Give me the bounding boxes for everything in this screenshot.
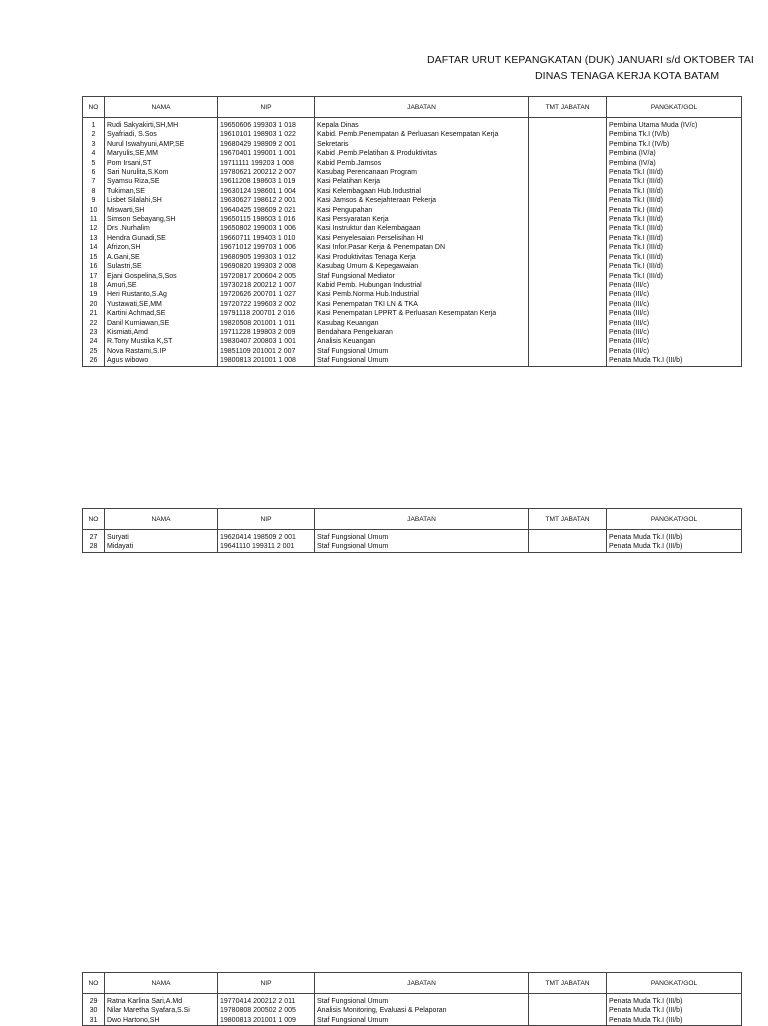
table-row	[83, 309, 742, 318]
cell-pangkat-gol: Penata (III/c)	[607, 281, 742, 290]
table-row	[83, 542, 742, 552]
cell-pangkat-gol: Penata Tk.I (III/d)	[607, 177, 742, 186]
cell-nama: Nilar Maretha Syafara,S.Si	[105, 1006, 218, 1015]
cell-tmt-jabatan	[529, 542, 607, 552]
cell-pangkat-gol: Pembina Utama Muda (IV/c)	[607, 118, 742, 131]
cell-no: 21	[83, 309, 105, 318]
cell-nama: Afrizon,SH	[105, 243, 218, 252]
cell-tmt-jabatan	[529, 177, 607, 186]
header-jabatan: JABATAN	[315, 509, 529, 530]
cell-pangkat-gol: Penata Muda Tk.I (III/b)	[607, 530, 742, 543]
cell-pangkat-gol: Penata Muda Tk.I (III/b)	[607, 542, 742, 552]
cell-pangkat-gol: Penata (III/c)	[607, 347, 742, 356]
cell-jabatan: Kasi Penempatan TKI LN & TKA	[315, 300, 529, 309]
cell-no: 2	[83, 130, 105, 139]
cell-no: 4	[83, 149, 105, 158]
cell-no: 13	[83, 234, 105, 243]
cell-tmt-jabatan	[529, 159, 607, 168]
cell-jabatan: Staf Fungsional Umum	[315, 1016, 529, 1026]
cell-pangkat-gol: Penata Tk.I (III/d)	[607, 262, 742, 271]
cell-pangkat-gol: Penata Tk.I (III/d)	[607, 206, 742, 215]
cell-tmt-jabatan	[529, 337, 607, 346]
cell-nip: 19780621 200212 2 007	[218, 168, 315, 177]
cell-nama: Syafriadi, S.Sos	[105, 130, 218, 139]
cell-nama: Drs .Nurhalim	[105, 224, 218, 233]
cell-pangkat-gol: Penata (III/c)	[607, 309, 742, 318]
cell-no: 8	[83, 187, 105, 196]
cell-jabatan: Bendahara Pengeluaran	[315, 328, 529, 337]
cell-no: 11	[83, 215, 105, 224]
cell-nama: Yustawati,SE,MM	[105, 300, 218, 309]
table-header-row	[83, 97, 742, 118]
cell-tmt-jabatan	[529, 140, 607, 149]
cell-tmt-jabatan	[529, 1016, 607, 1026]
table-row	[83, 337, 742, 346]
table-header-row	[83, 973, 742, 994]
cell-pangkat-gol: Pembina Tk.I (IV/b)	[607, 140, 742, 149]
cell-nip: 19620414 198509 2 001	[218, 530, 315, 543]
cell-pangkat-gol: Penata Tk.I (III/d)	[607, 215, 742, 224]
cell-no: 6	[83, 168, 105, 177]
cell-tmt-jabatan	[529, 272, 607, 281]
cell-nama: Simson Sebayang,SH	[105, 215, 218, 224]
cell-jabatan: Analisis Keuangan	[315, 337, 529, 346]
cell-pangkat-gol: Penata Tk.I (III/d)	[607, 234, 742, 243]
cell-nip: 19780808 200502 2 005	[218, 1006, 315, 1015]
cell-nip: 19711228 199803 2 009	[218, 328, 315, 337]
document-title: DAFTAR URUT KEPANGKATAN (DUK) JANUARI s/d OKTOBER TAI	[427, 54, 754, 66]
cell-tmt-jabatan	[529, 290, 607, 299]
cell-pangkat-gol: Penata Tk.I (III/d)	[607, 196, 742, 205]
cell-tmt-jabatan	[529, 234, 607, 243]
cell-nama: Sulastri,SE	[105, 262, 218, 271]
header-nip: NIP	[218, 97, 315, 118]
cell-no: 23	[83, 328, 105, 337]
cell-tmt-jabatan	[529, 530, 607, 543]
cell-nama: Kartini Achmad,SE	[105, 309, 218, 318]
cell-jabatan: Kasubag Umum & Kepegawaian	[315, 262, 529, 271]
cell-nama: Hendra Gunadi,SE	[105, 234, 218, 243]
cell-nip: 19720626 200701 1 027	[218, 290, 315, 299]
cell-tmt-jabatan	[529, 319, 607, 328]
table-row	[83, 215, 742, 224]
cell-no: 3	[83, 140, 105, 149]
header-tmt-jabatan: TMT JABATAN	[529, 97, 607, 118]
header-pangkat-gol: PANGKAT/GOL	[607, 509, 742, 530]
cell-nama: Miswarti,SH	[105, 206, 218, 215]
duk-table-page-1	[82, 96, 742, 367]
cell-tmt-jabatan	[529, 1006, 607, 1015]
cell-tmt-jabatan	[529, 994, 607, 1007]
cell-nip: 19641110 199311 2 001	[218, 542, 315, 552]
cell-nama: Syamsu Riza,SE	[105, 177, 218, 186]
cell-no: 24	[83, 337, 105, 346]
cell-jabatan: Kabid Pemb. Hubungan Industrial	[315, 281, 529, 290]
cell-jabatan: Kasi Instruktur dan Kelembagaan	[315, 224, 529, 233]
cell-tmt-jabatan	[529, 206, 607, 215]
cell-pangkat-gol: Pembina (IV/a)	[607, 149, 742, 158]
cell-no: 5	[83, 159, 105, 168]
cell-tmt-jabatan	[529, 118, 607, 131]
cell-nip: 19630124 198601 1 004	[218, 187, 315, 196]
cell-pangkat-gol: Penata (III/c)	[607, 328, 742, 337]
cell-nama: Amuri,SE	[105, 281, 218, 290]
cell-nip: 19830407 200803 1 001	[218, 337, 315, 346]
table-row	[83, 319, 742, 328]
header-nip: NIP	[218, 973, 315, 994]
cell-no: 17	[83, 272, 105, 281]
cell-nama: Heri Rustanto,S.Ag	[105, 290, 218, 299]
cell-tmt-jabatan	[529, 243, 607, 252]
cell-tmt-jabatan	[529, 309, 607, 318]
cell-pangkat-gol: Penata Muda Tk.I (III/b)	[607, 994, 742, 1007]
cell-pangkat-gol: Penata Muda Tk.I (III/b)	[607, 356, 742, 366]
cell-jabatan: Staf Fungsional Umum	[315, 542, 529, 552]
cell-nama: Pom Irsani,ST	[105, 159, 218, 168]
cell-pangkat-gol: Penata Tk.I (III/d)	[607, 243, 742, 252]
cell-jabatan: Kasubag Perencanaan Program	[315, 168, 529, 177]
table-header-row	[83, 509, 742, 530]
cell-nip: 19610101 198903 1 022	[218, 130, 315, 139]
header-tmt-jabatan: TMT JABATAN	[529, 973, 607, 994]
cell-no: 12	[83, 224, 105, 233]
cell-nama: Maryulis,SE,MM	[105, 149, 218, 158]
cell-nama: Rudi Sakyakirti,SH,MH	[105, 118, 218, 131]
cell-nama: Agus wibowo	[105, 356, 218, 366]
table-row	[83, 140, 742, 149]
cell-pangkat-gol: Penata Tk.I (III/d)	[607, 187, 742, 196]
cell-no: 7	[83, 177, 105, 186]
cell-nama: Lisbet Silalahi,SH	[105, 196, 218, 205]
cell-nip: 19630627 198612 2 001	[218, 196, 315, 205]
cell-tmt-jabatan	[529, 253, 607, 262]
cell-nip: 19730218 200212 1 007	[218, 281, 315, 290]
cell-tmt-jabatan	[529, 224, 607, 233]
cell-nama: Ratna Karlina Sari,A.Md	[105, 994, 218, 1007]
duk-table-page-2	[82, 508, 742, 553]
header-nama: NAMA	[105, 509, 218, 530]
cell-nama: Sari Nurulita,S.Kom	[105, 168, 218, 177]
cell-pangkat-gol: Penata Muda Tk.I (III/b)	[607, 1006, 742, 1015]
cell-tmt-jabatan	[529, 347, 607, 356]
cell-nama: Nurul Iswahyuni,AMP,SE	[105, 140, 218, 149]
cell-no: 10	[83, 206, 105, 215]
cell-nip: 19820508 201001 1 011	[218, 319, 315, 328]
cell-no: 14	[83, 243, 105, 252]
cell-jabatan: Kasi Jamsos & Kesejahteraan Pekerja	[315, 196, 529, 205]
cell-tmt-jabatan	[529, 196, 607, 205]
cell-jabatan: Sekretaris	[315, 140, 529, 149]
cell-pangkat-gol: Penata Tk.I (III/d)	[607, 272, 742, 281]
cell-no: 30	[83, 1006, 105, 1015]
table-row	[83, 243, 742, 252]
cell-jabatan: Kasi Infor.Pasar Kerja & Penempatan DN	[315, 243, 529, 252]
cell-no: 22	[83, 319, 105, 328]
header-nama: NAMA	[105, 973, 218, 994]
header-tmt-jabatan: TMT JABATAN	[529, 509, 607, 530]
cell-no: 16	[83, 262, 105, 271]
cell-tmt-jabatan	[529, 356, 607, 366]
cell-jabatan: Kepala Dinas	[315, 118, 529, 131]
table-row	[83, 290, 742, 299]
cell-tmt-jabatan	[529, 187, 607, 196]
table-row	[83, 328, 742, 337]
table-row	[83, 530, 742, 543]
cell-nip: 19660711 199403 1 010	[218, 234, 315, 243]
table-row	[83, 281, 742, 290]
cell-nip: 19800813 201001 1 009	[218, 1016, 315, 1026]
cell-nip: 19640425 198609 2 021	[218, 206, 315, 215]
document-subtitle: DINAS TENAGA KERJA KOTA BATAM	[535, 70, 720, 82]
table-row	[83, 224, 742, 233]
table-row	[83, 300, 742, 309]
cell-nama: A.Gani,SE	[105, 253, 218, 262]
cell-jabatan: Kasi Persyaratan Kerja	[315, 215, 529, 224]
cell-nama: Ejani Gospelina,S,Sos	[105, 272, 218, 281]
cell-jabatan: Kasi Penyelesaian Perselisihan HI	[315, 234, 529, 243]
table-row	[83, 253, 742, 262]
table-row	[83, 356, 742, 366]
header-pangkat-gol: PANGKAT/GOL	[607, 973, 742, 994]
cell-tmt-jabatan	[529, 215, 607, 224]
cell-jabatan: Analisis Monitoring, Evaluasi & Pelaporan	[315, 1006, 529, 1015]
header-jabatan: JABATAN	[315, 973, 529, 994]
cell-pangkat-gol: Penata Muda Tk.I (III/b)	[607, 1016, 742, 1026]
cell-nip: 19800813 201001 1 008	[218, 356, 315, 366]
cell-nama: Suryati	[105, 530, 218, 543]
cell-jabatan: Kasi Kelembagaan Hub.Industrial	[315, 187, 529, 196]
cell-pangkat-gol: Penata Tk.I (III/d)	[607, 168, 742, 177]
cell-jabatan: Staf Fungsional Umum	[315, 356, 529, 366]
table-row	[83, 262, 742, 271]
table-row	[83, 272, 742, 281]
cell-nip: 19671012 199703 1 006	[218, 243, 315, 252]
cell-tmt-jabatan	[529, 281, 607, 290]
cell-no: 9	[83, 196, 105, 205]
duk-table-page-3	[82, 972, 742, 1026]
cell-nip: 19650802 199003 1 006	[218, 224, 315, 233]
cell-pangkat-gol: Penata (III/c)	[607, 319, 742, 328]
cell-no: 19	[83, 290, 105, 299]
table-row	[83, 159, 742, 168]
table-row	[83, 177, 742, 186]
cell-no: 18	[83, 281, 105, 290]
cell-no: 27	[83, 530, 105, 543]
cell-jabatan: Kabid Pemb.Jamsos	[315, 159, 529, 168]
cell-nip: 19670401 199001 1 001	[218, 149, 315, 158]
cell-jabatan: Kasi Produktivitas Tenaga Kerja	[315, 253, 529, 262]
cell-jabatan: Kasi Pengupahan	[315, 206, 529, 215]
cell-tmt-jabatan	[529, 262, 607, 271]
cell-tmt-jabatan	[529, 130, 607, 139]
header-pangkat-gol: PANGKAT/GOL	[607, 97, 742, 118]
header-no: NO	[83, 973, 105, 994]
header-nip: NIP	[218, 509, 315, 530]
table-row	[83, 206, 742, 215]
table-row	[83, 118, 742, 131]
cell-jabatan: Kabid .Pemb.Pelatihan & Produktivitas	[315, 149, 529, 158]
cell-tmt-jabatan	[529, 328, 607, 337]
table-row	[83, 1006, 742, 1015]
cell-no: 28	[83, 542, 105, 552]
cell-jabatan: Kasi Pelatihan Kerja	[315, 177, 529, 186]
cell-nip: 19611208 198603 1 019	[218, 177, 315, 186]
cell-nip: 19720817 200604 2 005	[218, 272, 315, 281]
cell-nama: Dwo Hartono,SH	[105, 1016, 218, 1026]
cell-no: 1	[83, 118, 105, 131]
cell-pangkat-gol: Penata Tk.I (III/d)	[607, 253, 742, 262]
table-row	[83, 196, 742, 205]
cell-jabatan: Kabid. Pemb.Penempatan & Perluasan Kesempatan Kerja	[315, 130, 529, 139]
cell-jabatan: Kasi Pemb.Norma Hub.Industrial	[315, 290, 529, 299]
table-row	[83, 1016, 742, 1026]
header-nama: NAMA	[105, 97, 218, 118]
cell-nip: 19690820 199303 2 008	[218, 262, 315, 271]
cell-nama: Nova Rastami,S.IP	[105, 347, 218, 356]
cell-nama: Midayati	[105, 542, 218, 552]
header-no: NO	[83, 97, 105, 118]
cell-no: 15	[83, 253, 105, 262]
cell-no: 26	[83, 356, 105, 366]
cell-no: 25	[83, 347, 105, 356]
cell-no: 29	[83, 994, 105, 1007]
cell-pangkat-gol: Penata (III/c)	[607, 300, 742, 309]
table-row	[83, 168, 742, 177]
cell-tmt-jabatan	[529, 168, 607, 177]
cell-no: 31	[83, 1016, 105, 1026]
cell-nama: Kismiati,Amd	[105, 328, 218, 337]
cell-tmt-jabatan	[529, 300, 607, 309]
cell-nip: 19770414 200212 2 011	[218, 994, 315, 1007]
cell-nama: Tukiman,SE	[105, 187, 218, 196]
cell-tmt-jabatan	[529, 149, 607, 158]
cell-no: 20	[83, 300, 105, 309]
cell-pangkat-gol: Pembina Tk.I (IV/b)	[607, 130, 742, 139]
cell-nama: Danil Kurniawan,SE	[105, 319, 218, 328]
cell-pangkat-gol: Penata Tk.I (III/d)	[607, 224, 742, 233]
cell-jabatan: Staf Fungsional Umum	[315, 347, 529, 356]
cell-pangkat-gol: Penata (III/c)	[607, 337, 742, 346]
table-row	[83, 994, 742, 1007]
table-row	[83, 187, 742, 196]
header-no: NO	[83, 509, 105, 530]
cell-jabatan: Staf Fungsional Mediator	[315, 272, 529, 281]
cell-nip: 19680905 199303 1 012	[218, 253, 315, 262]
cell-nip: 19650115 198603 1 016	[218, 215, 315, 224]
table-row	[83, 149, 742, 158]
cell-jabatan: Staf Fungsional Umum	[315, 994, 529, 1007]
cell-nip: 19680429 198909 2 001	[218, 140, 315, 149]
cell-pangkat-gol: Pembina (IV/a)	[607, 159, 742, 168]
cell-nip: 19791118 200701 2 016	[218, 309, 315, 318]
table-row	[83, 347, 742, 356]
cell-jabatan: Kasubag Keuangan	[315, 319, 529, 328]
cell-nip: 19851109 201001 2 007	[218, 347, 315, 356]
table-row	[83, 130, 742, 139]
table-row	[83, 234, 742, 243]
cell-jabatan: Staf Fungsional Umum	[315, 530, 529, 543]
cell-jabatan: Kasi Penempatan LPPRT & Perluasan Kesempatan Kerja	[315, 309, 529, 318]
cell-nip: 19650606 199303 1 018	[218, 118, 315, 131]
cell-nama: R.Tony Mustika K,ST	[105, 337, 218, 346]
cell-nip: 19711111 199203 1 008	[218, 159, 315, 168]
header-jabatan: JABATAN	[315, 97, 529, 118]
cell-pangkat-gol: Penata (III/c)	[607, 290, 742, 299]
cell-nip: 19720722 199603 2 002	[218, 300, 315, 309]
